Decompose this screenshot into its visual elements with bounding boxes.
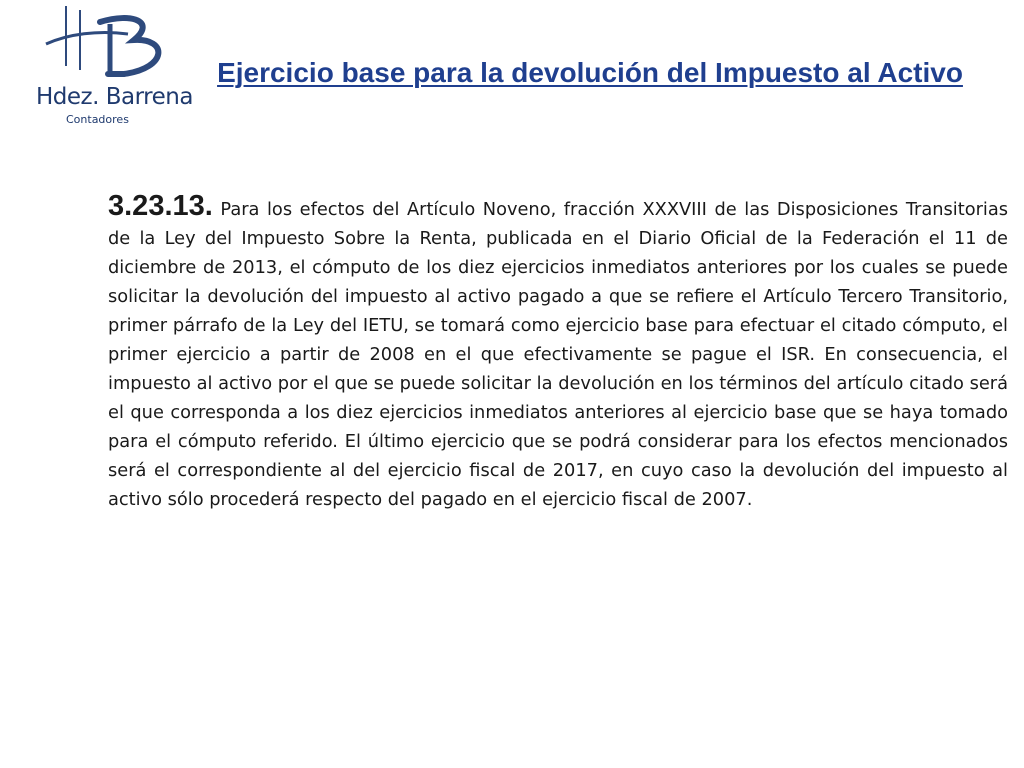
page-title: Ejercicio base para la devolución del Impuesto al Activo [217, 57, 963, 88]
logo-company-name: Hdez. Barrena [36, 84, 193, 110]
rule-number: 3.23.13. [108, 190, 213, 222]
rule-paragraph [108, 192, 1008, 514]
hb-monogram-icon [28, 4, 188, 94]
rule-text: Para los efectos del Artículo Noveno, fracción XXXVIII de las Disposiciones Transitorias de la Ley del Impuesto Sobre la Renta, publicada en el Diario Oficial de la Federación el 11 de diciembre de 2013, el cómputo de los diez ejercicios inmediatos anteriores por los cuales se puede solicitar la devolución del impuesto al activo pagado a que se refiere el Artículo Tercero Transitorio, primer párrafo de la Ley del IETU, se tomará como ejercicio base para efectuar el citado cómputo, el primer ejercicio a partir de 2008 en el que efectivamente se pague el ISR. En consecuencia, el impuesto al activo por el que se puede solicitar la devolución en los términos del artículo citado será el que corresponda a los diez ejercicios inmediatos anteriores al ejercicio base que se haya tomado para el cómputo referido. El último ejercicio que se podrá considerar para los efectos mencionados será el correspondiente al del ejercicio fiscal de 2017, en cuyo caso la devolución del impuesto al activo sólo procederá respecto del pagado en el ejercicio fiscal de 2007. [108, 199, 1009, 510]
company-logo [28, 4, 193, 129]
logo-company-subtitle: Contadores [66, 113, 129, 126]
